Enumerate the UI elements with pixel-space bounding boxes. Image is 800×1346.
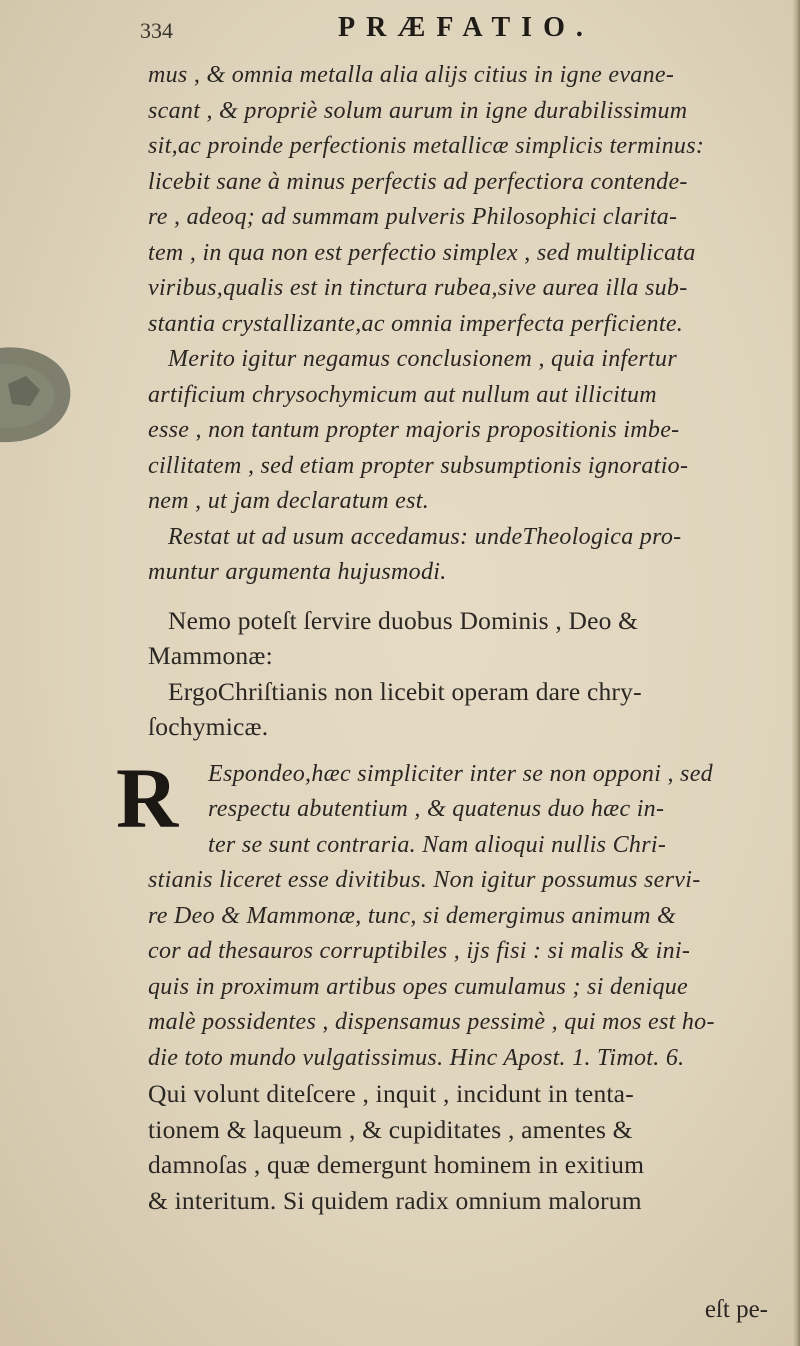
- text-line: Qui volunt diteſcere , inquit , incidunt in tenta-: [148, 1079, 634, 1108]
- paragraph-2: [148, 342, 788, 520]
- text-line: respectu abutentium , & quatenus duo hæc in-: [208, 796, 665, 822]
- text-line: quis in proximum artibus opes cumulamus ; si denique: [148, 973, 689, 1000]
- spacer: [148, 745, 788, 757]
- library-stamp: [0, 340, 78, 450]
- page-edge: [792, 0, 800, 1346]
- paragraph-1: [148, 58, 788, 342]
- text-line: esse , non tantum propter majoris propositionis imbe-: [148, 417, 680, 443]
- text-line: sit,ac proinde perfectionis metallicæ simplicis terminus:: [148, 133, 705, 159]
- text-line: ErgoChriſtianis non licebit operam dare chry-: [168, 676, 642, 706]
- text-line: cillitatem , sed etiam propter subsumptionis ignoratio-: [148, 452, 689, 479]
- text-line: cor ad thesauros corruptibiles , ijs fisi : si malis & ini-: [148, 938, 691, 964]
- text-line: mus , & omnia metalla alia alijs citius in igne evane-: [148, 62, 675, 88]
- text-line: Nemo poteſt ſervire duobus Dominis , Deo &: [168, 605, 639, 635]
- text-line: re , adeoq; ad summam pulveris Philosophici clarita-: [148, 204, 678, 230]
- page-number: 334: [140, 18, 173, 43]
- text-line: re Deo & Mammonæ, tunc, si demergimus animum &: [148, 902, 676, 929]
- text-line: stantia crystallizante,ac omnia imperfecta perficiente.: [148, 310, 684, 337]
- text-line: die toto mundo vulgatissimus. Hinc Apost. 1. Timot. 6.: [148, 1044, 685, 1071]
- responsio-paragraph: [116, 749, 788, 1077]
- text-line: Restat ut ad usum accedamus: undeTheologica pro-: [168, 523, 682, 550]
- text-line: ſochymicæ.: [148, 712, 269, 741]
- objection-major: [148, 603, 788, 674]
- text-line: artificium chrysochymicum aut nullum aut illicitum: [148, 381, 657, 408]
- quotation-paragraph: [148, 1076, 788, 1218]
- paragraph-3: [148, 520, 788, 591]
- drop-cap: R: [116, 749, 179, 846]
- text-line: scant , & propriè solum aurum in igne durabilissimum: [148, 97, 688, 124]
- text-line: & interitum. Si quidem radix omnium malorum: [148, 1185, 642, 1215]
- text-line: ter se sunt contraria. Nam alioqui nullis Chri-: [208, 831, 667, 858]
- text-line: stianis liceret esse divitibus. Non igitur possumus servi-: [148, 867, 701, 893]
- text-line: tem , in qua non est perfectio simplex , sed multiplicata: [148, 239, 696, 266]
- text-line: muntur argumenta hujusmodi.: [148, 559, 447, 585]
- body-text: [116, 58, 788, 1218]
- running-title: PRÆFATIO.: [338, 12, 594, 43]
- text-line: Merito igitur negamus conclusionem , quia infertur: [168, 346, 677, 372]
- text-line: tionem & laqueum , & cupiditates , amentes &: [148, 1114, 633, 1144]
- text-line: damnoſas , quæ demergunt hominem in exitium: [148, 1150, 645, 1179]
- text-line: licebit sane à minus perfectis ad perfectiora contende-: [148, 168, 688, 195]
- text-line: Mammonæ:: [148, 641, 273, 670]
- text-line: Espondeo,hæc simpliciter inter se non opponi , sed: [208, 760, 713, 787]
- text-line: malè possidentes , dispensamus pessimè , qui mos est ho-: [148, 1009, 715, 1035]
- catchword: eſt pe-: [704, 1296, 768, 1323]
- page-header: [0, 12, 800, 56]
- objection-conclusion: [148, 674, 788, 745]
- spacer: [148, 591, 788, 603]
- text-line: nem , ut jam declaratum est.: [148, 488, 430, 514]
- text-line: viribus,qualis est in tinctura rubea,sive aurea illa sub-: [148, 275, 688, 301]
